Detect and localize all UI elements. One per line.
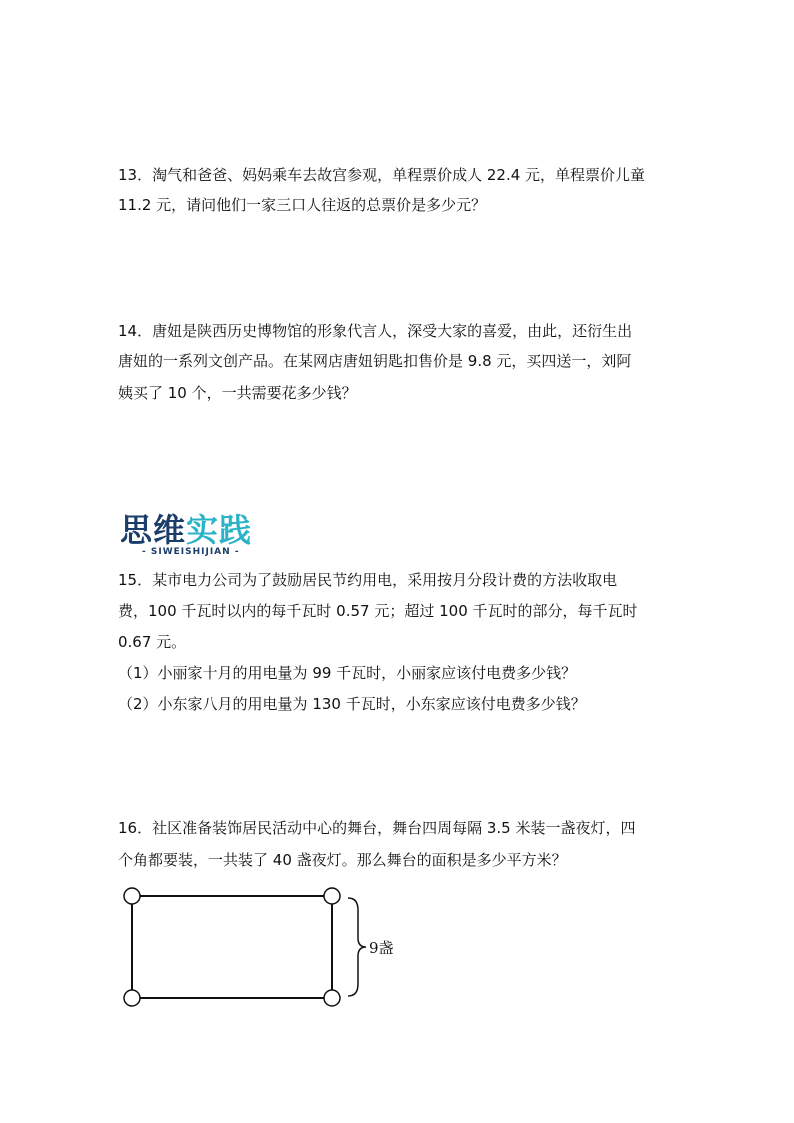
q13-line-1: 13．淘气和爸爸、妈妈乘车去故宫参观，单程票价成人 22.4 元，单程票价儿童 <box>118 166 646 184</box>
section-logo <box>120 512 270 556</box>
q14-line-1: 14．唐妞是陕西历史博物馆的形象代言人，深受大家的喜爱，由此，还衍生出 <box>118 322 633 340</box>
section-logo-title <box>120 512 252 548</box>
q15-line-2: 费，100 千瓦时以内的每千瓦时 0.57 元；超过 100 千瓦时的部分，每千瓦时 <box>118 602 638 620</box>
q15-line-3: 0.67 元。 <box>118 633 187 651</box>
corner-lamp-top-right <box>324 888 340 904</box>
corner-lamp-top-left <box>124 888 140 904</box>
corner-lamp-bottom-right <box>324 990 340 1006</box>
q15-sub-2: （2）小东家八月的用电量为 130 千瓦时，小东家应该付电费多少钱？ <box>118 695 586 713</box>
side-lamp-count-label: 9盏 <box>369 939 394 957</box>
q16-line-2: 个角都要装，一共装了 40 盏夜灯。那么舞台的面积是多少平方米？ <box>118 851 567 869</box>
q16-line-1: 16．社区准备装饰居民活动中心的舞台，舞台四周每隔 3.5 米装一盏夜灯，四 <box>118 819 636 837</box>
q14-line-2: 唐妞的一系列文创产品。在某网店唐妞钥匙扣售价是 9.8 元，买四送一，刘阿 <box>118 352 632 370</box>
stage-diagram <box>118 882 368 1022</box>
section-logo-title-a: 思维 <box>120 511 187 549</box>
side-brace <box>348 898 366 996</box>
q15-sub-1: （1）小丽家十月的用电量为 99 千瓦时，小丽家应该付电费多少钱？ <box>118 664 577 682</box>
corner-lamp-bottom-left <box>124 990 140 1006</box>
q15-line-1: 15．某市电力公司为了鼓励居民节约用电，采用按月分段计费的方法收取电 <box>118 571 618 589</box>
section-logo-subtitle: - SIWEISHIJIAN - <box>142 547 240 557</box>
q14-line-3: 姨买了 10 个，一共需要花多少钱？ <box>118 384 357 402</box>
q13-line-2: 11.2 元，请问他们一家三口人往返的总票价是多少元？ <box>118 196 487 214</box>
section-logo-title-b: 实践 <box>186 511 253 549</box>
stage-rectangle <box>132 896 332 998</box>
